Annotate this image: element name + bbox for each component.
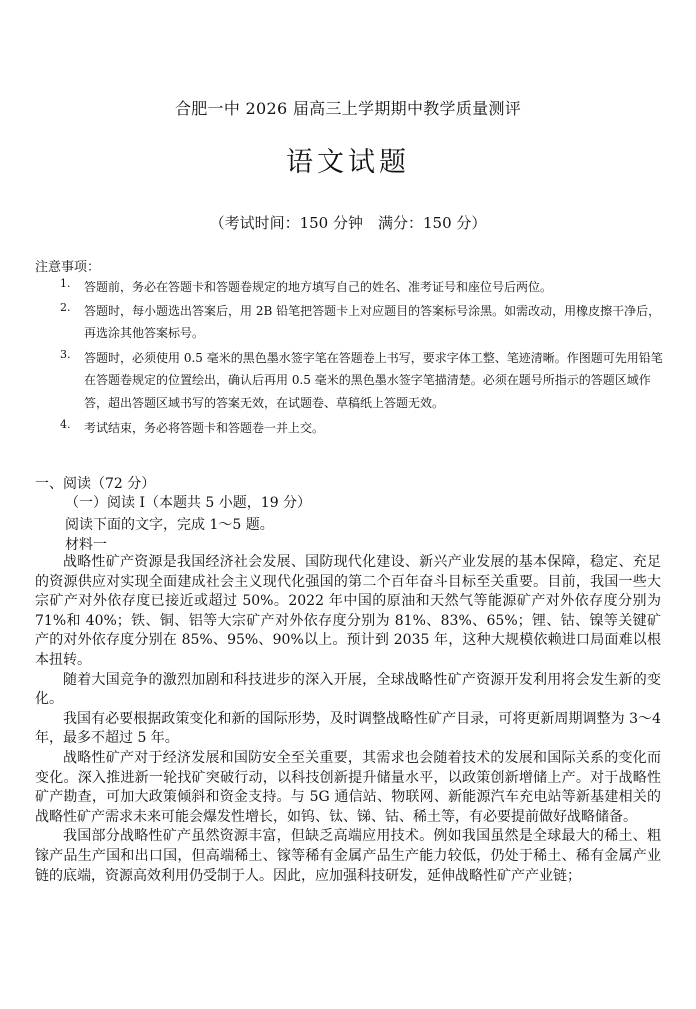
notice-item-number: 4. (60, 418, 71, 431)
notice-item (60, 300, 665, 345)
notice-item (60, 417, 665, 440)
exam-title: 语文试题 (286, 147, 410, 178)
section-heading: 一、阅读（72 分） (35, 476, 156, 492)
notice-item-number: 1. (60, 277, 71, 290)
notice-item-number: 3. (60, 347, 71, 361)
material-paragraph: 战略性矿产对于经济发展和国防安全至关重要，其需求也会随着技术的发展和国际关系的变化而变化。深入推进新一轮找矿突破行动，以科技创新提升储量水平，以政策创新增储上产。对于战略性矿产勘查，可加大政策倾斜和资金支持。与 5G 通信站、物联网、新能源汽车充电站等新基建相关的战略性矿产需求未来可能会爆发性增长，如钨、钛、锑、钴、稀土等，有必要提前做好战略储备。 (35, 749, 661, 825)
material-body (35, 553, 661, 886)
notice-item (60, 347, 665, 415)
notice-item-text: 答题时，必须使用 0.5 毫米的黑色墨水签字笔在答题卷上书写，要求字体工整、笔迹清晰。作图题可先用铅笔在答题卷规定的位置绘出，确认后再用 0.5 毫米的黑色墨水签字笔描清楚。必须在题号所指示的答题区域作答，超出答题区域书写的答案无效，在试题卷、草稿纸上答题无效。 (84, 350, 663, 410)
exam-subtitle: 合肥一中 2026 届高三上学期期中教学质量测评 (174, 99, 522, 118)
sub-section-heading: （一）阅读 Ⅰ（本题共 5 小题，19 分） (65, 495, 312, 511)
notice-item-text: 答题时，每小题选出答案后，用 2B 铅笔把答题卡上对应题目的答案标号涂黑。如需改动，用橡皮擦干净后，再选涂其他答案标号。 (84, 303, 661, 340)
exam-info: （考试时间：150 分钟 满分：150 分） (209, 214, 487, 232)
notice-item-text: 考试结束，务必将答题卡和答题卷一并上交。 (84, 421, 325, 435)
notice-heading: 注意事项： (35, 260, 101, 275)
notice-list (60, 276, 665, 440)
material-label: 材料一 (65, 537, 107, 553)
reading-instruction: 阅读下面的文字，完成 1～5 题。 (65, 517, 274, 533)
notice-item (60, 276, 665, 299)
material-paragraph: 我国有必要根据政策变化和新的国际形势，及时调整战略性矿产目录，可将更新周期调整为 3～4 年，最多不超过 5 年。 (35, 710, 661, 747)
notice-item-number: 2. (60, 300, 71, 314)
material-paragraph: 随着大国竞争的激烈加剧和科技进步的深入开展，全球战略性矿产资源开发利用将会发生新的变化。 (35, 671, 661, 708)
notice-item-text: 答题前，务必在答题卡和答题卷规定的地方填写自己的姓名、准考证号和座位号后两位。 (84, 280, 553, 294)
material-paragraph: 战略性矿产资源是我国经济社会发展、国防现代化建设、新兴产业发展的基本保障，稳定、充足的资源供应对实现全面建成社会主义现代化强国的第二个百年奋斗目标至关重要。目前，我国一些大宗矿产对外依存度已接近或超过 50%。2022 年中国的原油和天然气等能源矿产对外依存度分别为 71%和 40%；铁、铜、铝等大宗矿产对外依存度分别为 81%、83%、65%；锂、钴、镍等关键矿产的对外依存度分别在 85%、95%、90%以上。预计到 2035 年，这种大规模依赖进口局面难以根本扭转。 (35, 554, 661, 668)
material-paragraph: 我国部分战略性矿产虽然资源丰富，但缺乏高端应用技术。例如我国虽然是全球最大的稀土、粗镓产品生产国和出口国，但高端稀土、镓等稀有金属产品生产能力较低，仍处于稀土、稀有金属产业链的底端，资源高效利用仍受制于人。因此，应加强科技研发，延伸战略性矿产产业链； (35, 828, 661, 884)
